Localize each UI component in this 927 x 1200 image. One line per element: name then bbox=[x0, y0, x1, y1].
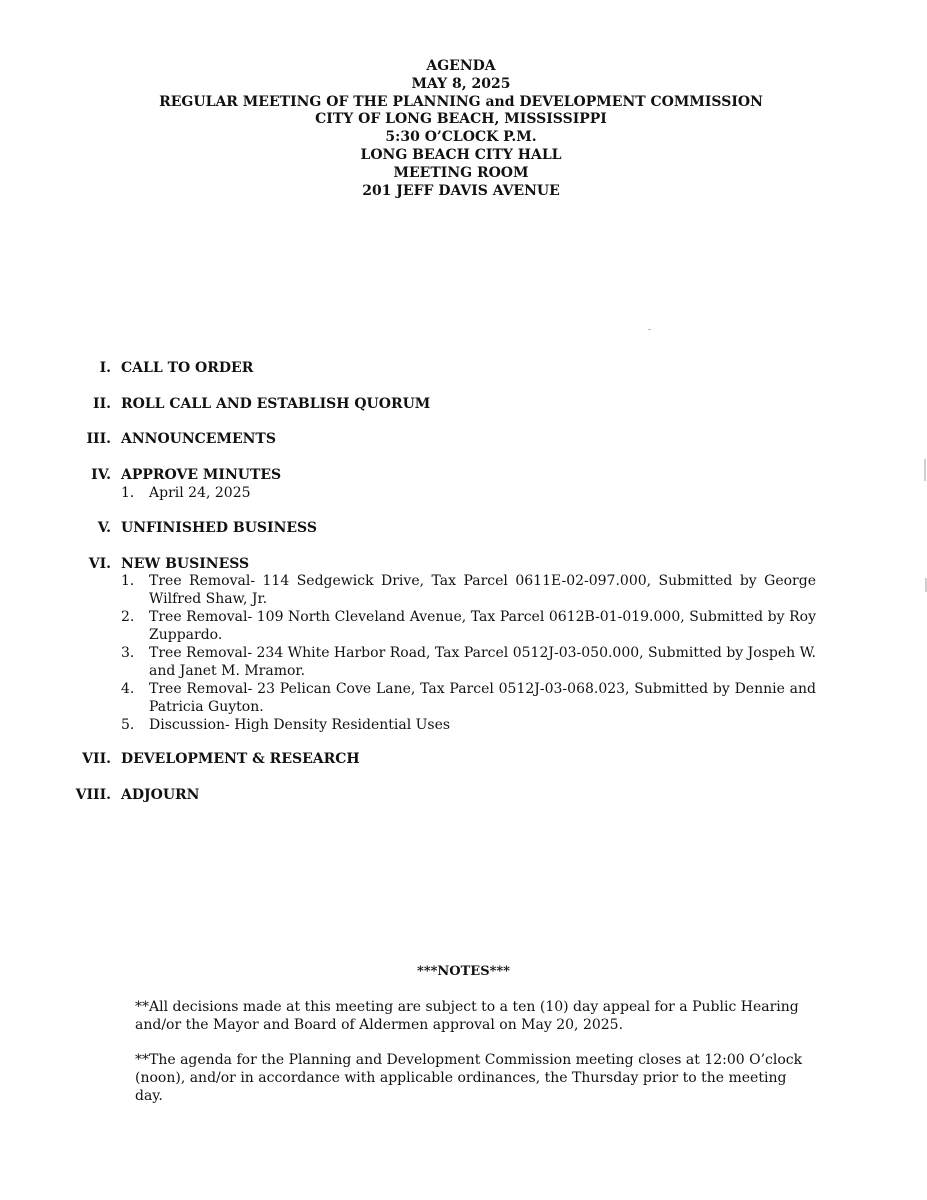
sub-item-index: 4. bbox=[121, 681, 135, 697]
sub-item-text: Tree Removal- 109 North Cleveland Avenue, Tax Parcel 0612B-01-019.000, Submitted by Roy Zuppardo. bbox=[149, 609, 816, 643]
agenda-item-number: V. bbox=[97, 520, 111, 536]
agenda-item-title: APPROVE MINUTES bbox=[121, 467, 282, 483]
sub-item-index: 1. bbox=[121, 485, 135, 501]
sub-item-text: Discussion- High Density Residential Uses bbox=[149, 717, 451, 733]
sub-item-text: April 24, 2025 bbox=[149, 485, 251, 501]
sub-item bbox=[121, 680, 816, 716]
agenda-item-number: III. bbox=[86, 431, 111, 447]
sub-item bbox=[121, 716, 816, 734]
sub-item bbox=[121, 608, 816, 644]
header-city: CITY OF LONG BEACH, MISSISSIPPI bbox=[315, 111, 607, 128]
sub-item-index: 1. bbox=[121, 573, 135, 589]
note-agenda-deadline: **The agenda for the Planning and Development Commission meeting closes at 12:00 O’clock (noon), and/or in accordance with applicable ordinances, the Thursday prior to the meeting day. bbox=[135, 1052, 803, 1104]
sub-item-index: 2. bbox=[121, 609, 135, 625]
agenda-item-number: VII. bbox=[82, 751, 111, 767]
agenda-item-title: ADJOURN bbox=[121, 787, 200, 803]
sub-item-index: 5. bbox=[121, 717, 135, 733]
agenda-item-number: VI. bbox=[88, 556, 111, 572]
agenda-item-number: I. bbox=[99, 360, 111, 376]
notes-title: ***NOTES*** bbox=[417, 964, 510, 979]
sub-item bbox=[121, 644, 816, 680]
header-address: 201 JEFF DAVIS AVENUE bbox=[362, 182, 560, 199]
agenda-item-number: IV. bbox=[91, 467, 111, 483]
agenda-item-title: ROLL CALL AND ESTABLISH QUORUM bbox=[121, 396, 431, 412]
sub-item bbox=[121, 572, 816, 608]
sub-item-text: Tree Removal- 23 Pelican Cove Lane, Tax Parcel 0512J-03-068.023, Submitted by Dennie and Patricia Guyton. bbox=[149, 681, 816, 715]
agenda-item-title: DEVELOPMENT & RESEARCH bbox=[121, 751, 360, 767]
agenda-item-title: UNFINISHED BUSINESS bbox=[121, 520, 317, 536]
header-date: MAY 8, 2025 bbox=[411, 75, 511, 92]
sub-item-list bbox=[121, 484, 816, 502]
note-appeal: **All decisions made at this meeting are subject to a ten (10) day appeal for a Public Hearing and/or the Mayor and Board of Aldermen approval on May 20, 2025. bbox=[135, 999, 799, 1033]
header-location: LONG BEACH CITY HALL bbox=[360, 146, 562, 163]
header-room: MEETING ROOM bbox=[393, 164, 529, 181]
sub-item-text: Tree Removal- 114 Sedgewick Drive, Tax Parcel 0611E-02-097.000, Submitted by George Wilfred Shaw, Jr. bbox=[149, 573, 816, 607]
header-title: AGENDA bbox=[426, 58, 496, 74]
agenda-item-title: ANNOUNCEMENTS bbox=[121, 431, 276, 447]
scan-edge-mark bbox=[924, 459, 926, 481]
sub-item-list bbox=[121, 572, 816, 734]
header-time: 5:30 O’CLOCK P.M. bbox=[385, 129, 537, 146]
sub-item bbox=[121, 484, 816, 502]
agenda-item-title: CALL TO ORDER bbox=[121, 360, 254, 376]
sub-item-index: 3. bbox=[121, 645, 135, 661]
header-meeting-type: REGULAR MEETING OF THE PLANNING and DEVELOPMENT COMMISSION bbox=[159, 93, 763, 110]
agenda-header bbox=[0, 58, 922, 200]
agenda-item-number: VIII. bbox=[75, 787, 111, 803]
sub-item-text: Tree Removal- 234 White Harbor Road, Tax Parcel 0512J-03-050.000, Submitted by Jospeh W. and Janet M. Mramor. bbox=[149, 645, 816, 679]
agenda-item-title: NEW BUSINESS bbox=[121, 556, 250, 572]
scan-speck bbox=[648, 329, 651, 330]
agenda-item-number: II. bbox=[93, 396, 111, 412]
